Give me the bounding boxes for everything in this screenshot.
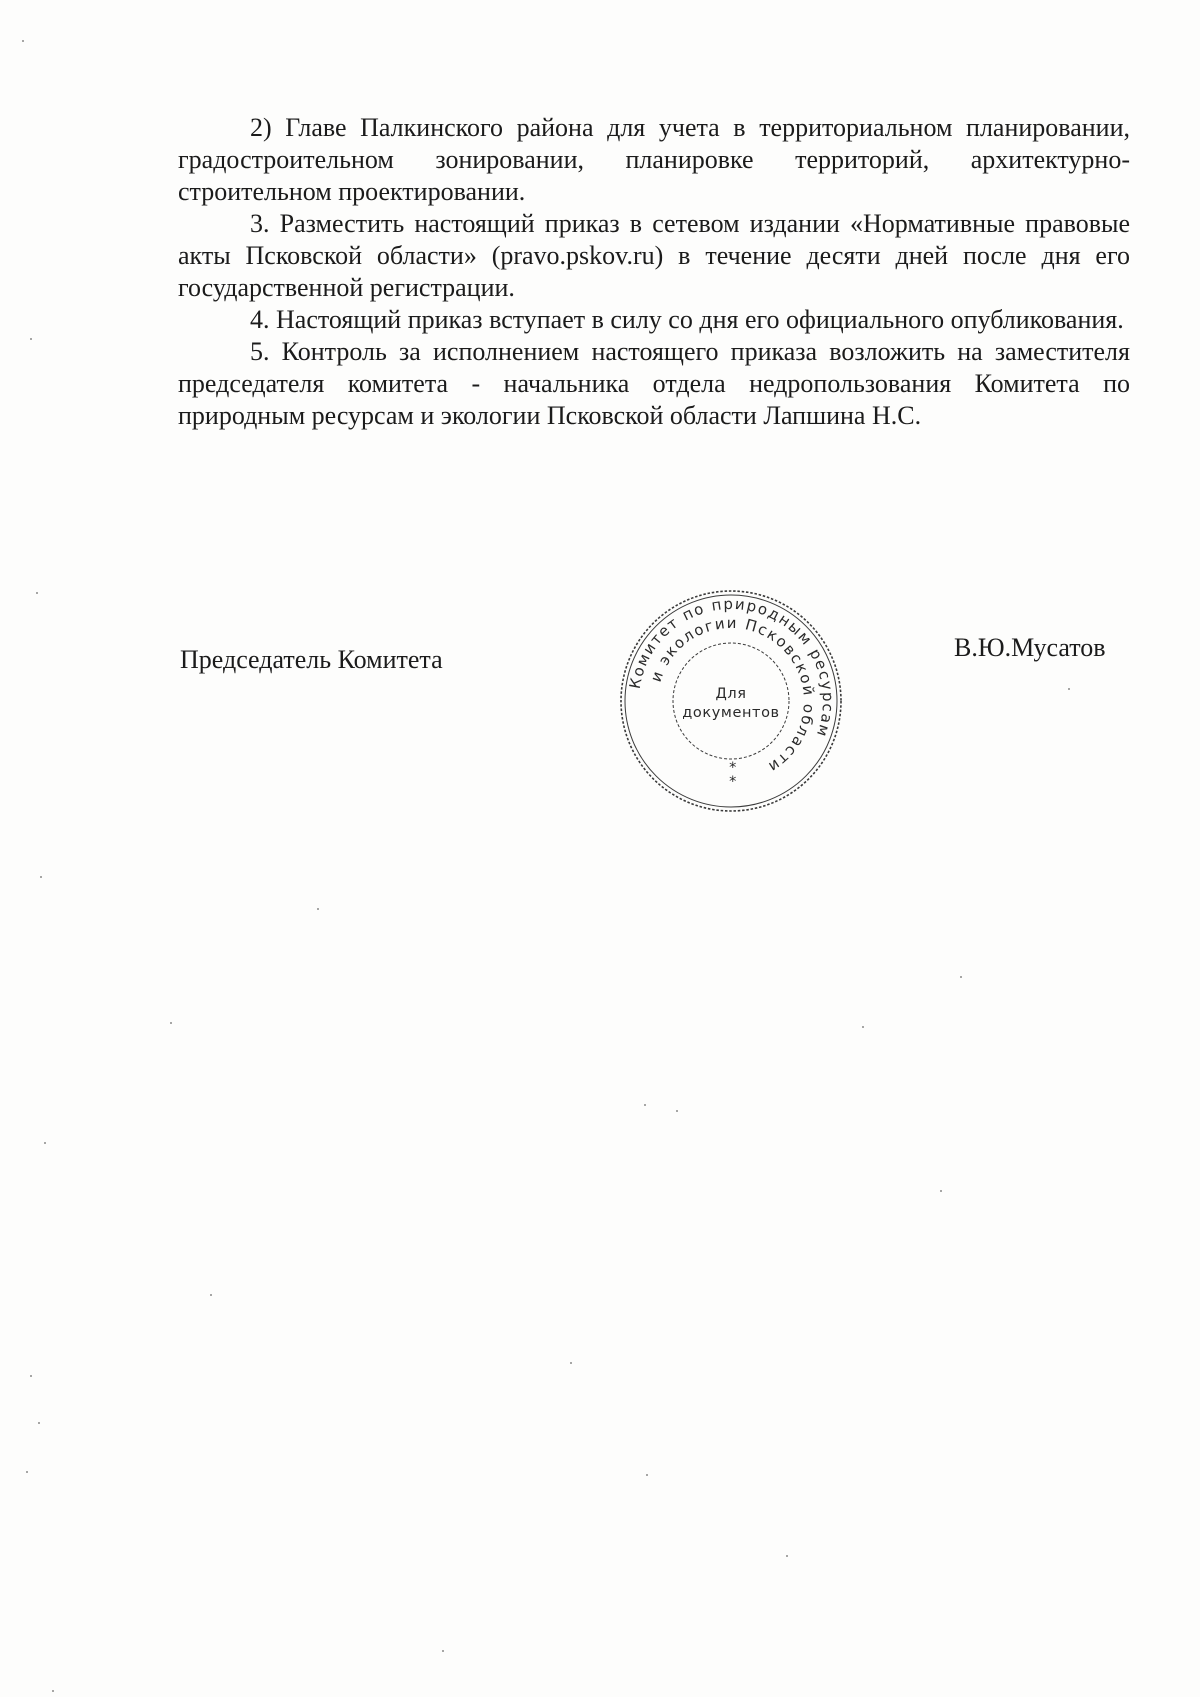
scan-speck	[442, 1650, 444, 1652]
stamp-mark-bottom: *	[729, 774, 737, 790]
paragraph-item-3: 3. Разместить настоящий приказ в сетевом издании «Нормативные правовые акты Псковской области» (pravo.pskov.ru) в течение десяти дней после дня его государственной регистрации.	[178, 209, 1130, 302]
stamp-mark-top: *	[729, 760, 737, 776]
stamp-graphic	[616, 586, 846, 816]
paragraph-item-5: 5. Контроль за исполнением настоящего приказа возложить на заместителя председателя комитета - начальника отдела недропользования Комитета по природным ресурсам и экологии Псковской области Лапшина Н.С.	[178, 337, 1130, 430]
signatory-title: Председатель Комитета	[180, 645, 443, 674]
scan-speck	[22, 40, 24, 42]
scan-speck	[30, 1375, 32, 1377]
scan-speck	[52, 1690, 54, 1692]
scan-speck	[40, 876, 42, 878]
stamp-inner-ring-text: и экологии Псковской области	[646, 613, 819, 777]
scan-speck	[1068, 688, 1070, 690]
stamp-outer-text: Комитет по природным ресурсам	[625, 594, 838, 741]
scan-speck	[317, 908, 319, 910]
scan-speck	[210, 1294, 212, 1296]
scan-speck	[38, 1422, 40, 1424]
paragraph-item-4: 4. Настоящий приказ вступает в силу со дня его официального опубликования.	[250, 305, 1124, 334]
scan-speck	[940, 1190, 942, 1192]
scan-speck	[646, 1474, 648, 1476]
scan-speck	[676, 1110, 678, 1112]
paragraph-item-2: 2) Главе Палкинского района для учета в территориальном планировании, градостроительном зонировании, планировке территорий, архитектурно-строительном проектировании.	[178, 113, 1130, 206]
scan-speck	[26, 1471, 28, 1473]
scan-speck	[44, 1142, 46, 1144]
scan-speck	[170, 1022, 172, 1024]
official-stamp	[616, 586, 846, 816]
scan-speck	[644, 1104, 646, 1106]
scan-speck	[30, 338, 32, 340]
scan-speck	[862, 1026, 864, 1028]
scan-speck	[570, 1362, 572, 1364]
stamp-center-line-2: документов	[682, 705, 780, 721]
scan-speck	[960, 976, 962, 978]
document-body	[178, 112, 1130, 432]
scan-speck	[786, 1555, 788, 1557]
signatory-name: В.Ю.Мусатов	[954, 633, 1106, 662]
stamp-center-line-1: Для	[715, 686, 747, 702]
scan-speck	[36, 592, 38, 594]
